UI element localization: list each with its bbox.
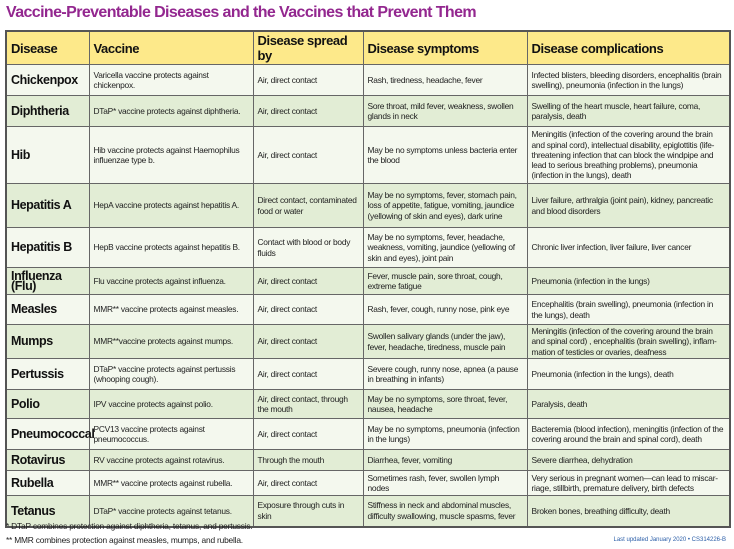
table-row xyxy=(6,390,730,419)
cell-complications: Encephalitis (brain swelling), pneumonia (infection in the lungs), death xyxy=(527,295,730,325)
cell-vaccine: RV vaccine protects against rotavirus. xyxy=(89,450,253,471)
cell-symptoms: Diarrhea, fever, vomiting xyxy=(363,450,527,471)
cell-vaccine: IPV vaccine protects against polio. xyxy=(89,390,253,419)
cell-symptoms: May be no symptoms unless bacteria enter the blood xyxy=(363,127,527,184)
cell-complications: Bacteremia (blood infection), meningitis (infection of the covering around the brain and spinal cord), death xyxy=(527,419,730,450)
cell-symptoms: Rash, tiredness, headache, fever xyxy=(363,65,527,96)
last-updated: Last updated January 2020 • CS314226-B xyxy=(613,537,726,543)
footnote-mmr: ** MMR combines protection against measles, mumps, and rubella. xyxy=(6,535,243,545)
cell-vaccine: MMR**vaccine protects against mumps. xyxy=(89,325,253,359)
cell-spread: Direct contact, contaminated food or water xyxy=(253,184,363,228)
cell-vaccine: Flu vaccine protects against influenza. xyxy=(89,268,253,295)
header-spread: Disease spread by xyxy=(253,31,363,65)
header-complications: Disease complications xyxy=(527,31,730,65)
table-row xyxy=(6,359,730,390)
cell-symptoms: May be no symptoms, fever, headache, weakness, vomiting, jaundice (yellowing of skin and eyes), joint pain xyxy=(363,228,527,268)
cell-complications: Broken bones, breathing difficulty, death xyxy=(527,496,730,527)
cell-vaccine: PCV13 vaccine protects against pneumococcus. xyxy=(89,419,253,450)
cell-disease: Polio xyxy=(6,390,89,419)
cell-spread: Through the mouth xyxy=(253,450,363,471)
cell-vaccine: DTaP* vaccine protects against pertussis (whooping cough). xyxy=(89,359,253,390)
table-row xyxy=(6,450,730,471)
cell-disease: Pertussis xyxy=(6,359,89,390)
cell-symptoms: Rash, fever, cough, runny nose, pink eye xyxy=(363,295,527,325)
cell-disease: Rotavirus xyxy=(6,450,89,471)
cell-spread: Air, direct contact xyxy=(253,96,363,127)
cell-disease: Hepatitis B xyxy=(6,228,89,268)
cell-spread: Air, direct contact xyxy=(253,419,363,450)
cell-disease: Diphtheria xyxy=(6,96,89,127)
header-vaccine: Vaccine xyxy=(89,31,253,65)
cell-spread: Air, direct contact xyxy=(253,268,363,295)
cell-spread: Air, direct contact xyxy=(253,325,363,359)
page-title: Vaccine-Preventable Diseases and the Vaccines that Prevent Them xyxy=(6,4,476,21)
cell-spread: Air, direct contact xyxy=(253,127,363,184)
table-row xyxy=(6,325,730,359)
cell-complications: Liver failure, arthralgia (joint pain), kidney, pancreatic and blood disorders xyxy=(527,184,730,228)
cell-vaccine: Varicella vaccine protects against chickenpox. xyxy=(89,65,253,96)
table-row xyxy=(6,65,730,96)
table-row xyxy=(6,471,730,496)
table-row xyxy=(6,96,730,127)
cell-disease: Hepatitis A xyxy=(6,184,89,228)
cell-disease: Influenza (Flu) xyxy=(6,268,89,295)
header-symptoms: Disease symptoms xyxy=(363,31,527,65)
cell-symptoms: Fever, muscle pain, sore throat, cough, extreme fatigue xyxy=(363,268,527,295)
cell-disease: Mumps xyxy=(6,325,89,359)
cell-complications: Paralysis, death xyxy=(527,390,730,419)
cell-spread: Contact with blood or body fluids xyxy=(253,228,363,268)
cell-disease: Rubella xyxy=(6,471,89,496)
cell-symptoms: Severe cough, runny nose, apnea (a pause in breathing in infants) xyxy=(363,359,527,390)
cell-vaccine: MMR** vaccine protects against measles. xyxy=(89,295,253,325)
cell-complications: Infected blisters, bleeding disorders, encephalitis (brain swelling), pneumonia (infection in the lungs) xyxy=(527,65,730,96)
cell-vaccine: MMR** vaccine protects against rubella. xyxy=(89,471,253,496)
cell-symptoms: May be no symptoms, sore throat, fever, nausea, headache xyxy=(363,390,527,419)
cell-symptoms: Stiffness in neck and abdominal muscles, difficulty swallowing, muscle spasms, fever xyxy=(363,496,527,527)
vaccine-table xyxy=(5,30,731,528)
cell-complications: Severe diarrhea, dehydration xyxy=(527,450,730,471)
cell-complications: Pneumonia (infection in the lungs), death xyxy=(527,359,730,390)
cell-disease: Measles xyxy=(6,295,89,325)
cell-symptoms: Sore throat, mild fever, weakness, swollen glands in neck xyxy=(363,96,527,127)
table-row xyxy=(6,419,730,450)
header-disease: Disease xyxy=(6,31,89,65)
cell-vaccine: DTaP* vaccine protects against tetanus. xyxy=(89,496,253,527)
cell-disease: Hib xyxy=(6,127,89,184)
cell-vaccine: Hib vaccine protects against Haemophilus influenzae type b. xyxy=(89,127,253,184)
cell-spread: Exposure through cuts in skin xyxy=(253,496,363,527)
cell-disease: Tetanus xyxy=(6,496,89,527)
cell-spread: Air, direct contact xyxy=(253,295,363,325)
table-header-row xyxy=(6,31,730,65)
footnote-dtap: * DTaP combines protection against diphtheria, tetanus, and pertussis. xyxy=(6,521,253,531)
cell-complications: Very serious in pregnant women—can lead to miscar-riage, stillbirth, premature delivery, birth defects xyxy=(527,471,730,496)
cell-complications: Meningitis (infection of the covering around the brain and spinal cord), intellectual disability, epiglottitis (life-threatening infection that can block the windpipe and lead to serious breathing problems), pneumonia (infection in the lungs), death xyxy=(527,127,730,184)
cell-symptoms: May be no symptoms, fever, stomach pain, loss of appetite, fatigue, vomiting, jaundice (yellowing of skin and eyes), dark urine xyxy=(363,184,527,228)
table-row xyxy=(6,127,730,184)
table-row xyxy=(6,184,730,228)
cell-spread: Air, direct contact xyxy=(253,65,363,96)
cell-disease: Chickenpox xyxy=(6,65,89,96)
cell-vaccine: HepB vaccine protects against hepatitis B. xyxy=(89,228,253,268)
cell-complications: Meningitis (infection of the covering around the brain and spinal cord) , encephalitis (brain swelling), inflam-mation of testicles or ovaries, deafness xyxy=(527,325,730,359)
table-row xyxy=(6,228,730,268)
cell-symptoms: Sometimes rash, fever, swollen lymph nodes xyxy=(363,471,527,496)
cell-disease: Pneumococcal xyxy=(6,419,89,450)
cell-symptoms: May be no symptoms, pneumonia (infection in the lungs) xyxy=(363,419,527,450)
cell-spread: Air, direct contact xyxy=(253,359,363,390)
cell-complications: Swelling of the heart muscle, heart failure, coma, paralysis, death xyxy=(527,96,730,127)
cell-complications: Chronic liver infection, liver failure, liver cancer xyxy=(527,228,730,268)
cell-vaccine: DTaP* vaccine protects against diphtheria. xyxy=(89,96,253,127)
table-row xyxy=(6,268,730,295)
cell-vaccine: HepA vaccine protects against hepatitis A. xyxy=(89,184,253,228)
table-row xyxy=(6,295,730,325)
cell-symptoms: Swollen salivary glands (under the jaw), fever, headache, tiredness, muscle pain xyxy=(363,325,527,359)
cell-spread: Air, direct contact xyxy=(253,471,363,496)
cell-spread: Air, direct contact, through the mouth xyxy=(253,390,363,419)
cell-complications: Pneumonia (infection in the lungs) xyxy=(527,268,730,295)
